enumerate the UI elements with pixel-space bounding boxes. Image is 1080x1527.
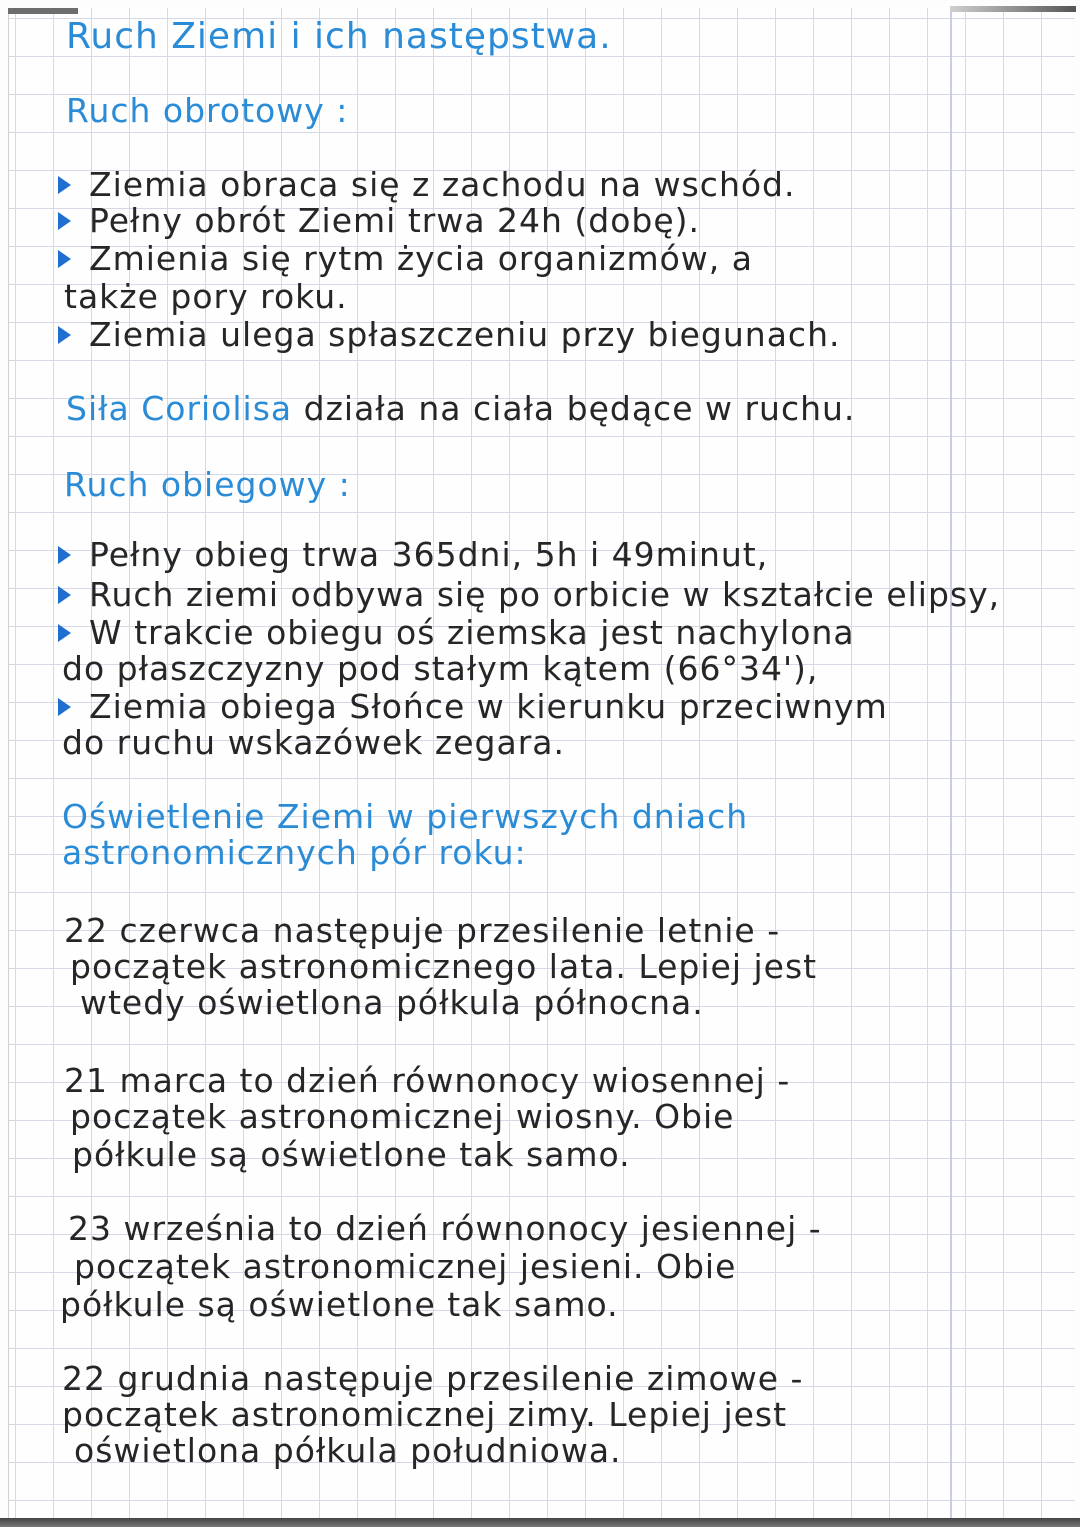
triangle-bullet-icon	[58, 546, 71, 564]
page-edge-shadow	[8, 8, 78, 14]
paragraph-line: 21 marca to dzień równonocy wiosennej -	[64, 1061, 791, 1100]
list-item: Ziemia obiega Słońce w kierunku przeciwnym	[58, 688, 888, 726]
list-item-continuation: do ruchu wskazówek zegara.	[62, 723, 565, 762]
paragraph-line: oświetlona półkula południowa.	[74, 1431, 622, 1470]
page-edge-shadow	[950, 6, 1076, 12]
triangle-bullet-icon	[58, 176, 71, 194]
coriolis-term: Siła Coriolisa	[66, 389, 293, 428]
list-item: Pełny obieg trwa 365dni, 5h i 49minut,	[58, 536, 768, 574]
margin-line	[950, 8, 952, 1518]
list-item: Ziemia ulega spłaszczeniu przy biegunach.	[58, 316, 840, 354]
list-item-continuation: do płaszczyzny pod stałym kątem (66°34'),	[62, 649, 819, 688]
paragraph-line: 23 września to dzień równonocy jesiennej -	[68, 1209, 822, 1248]
triangle-bullet-icon	[58, 586, 71, 604]
list-item-continuation: także pory roku.	[64, 277, 348, 316]
triangle-bullet-icon	[58, 212, 71, 230]
paragraph-line: początek astronomicznej zimy. Lepiej jest	[62, 1395, 788, 1434]
section-heading-illumination-2: astronomicznych pór roku:	[62, 833, 527, 872]
list-item: Ruch ziemi odbywa się po orbicie w kształcie elipsy,	[58, 576, 1000, 614]
paragraph-line: 22 grudnia następuje przesilenie zimowe -	[62, 1359, 804, 1398]
list-item: Ziemia obraca się z zachodu na wschód.	[58, 166, 796, 204]
triangle-bullet-icon	[58, 624, 71, 642]
paragraph-line: półkule są oświetlone tak samo.	[72, 1135, 631, 1174]
paragraph-line: początek astronomicznej wiosny. Obie	[70, 1097, 735, 1136]
coriolis-sentence: Siła Coriolisa działa na ciała będące w ruchu.	[66, 389, 856, 428]
triangle-bullet-icon	[58, 250, 71, 268]
triangle-bullet-icon	[58, 698, 71, 716]
page-title: Ruch Ziemi i ich następstwa.	[66, 16, 612, 57]
paragraph-line: wtedy oświetlona półkula północna.	[80, 983, 704, 1022]
list-item: W trakcie obiegu oś ziemska jest nachylona	[58, 614, 855, 652]
section-heading-rotation: Ruch obrotowy :	[66, 91, 349, 130]
page-edge-shadow	[0, 1518, 1080, 1527]
paragraph-line: 22 czerwca następuje przesilenie letnie -	[64, 911, 781, 950]
triangle-bullet-icon	[58, 326, 71, 344]
paragraph-line: początek astronomicznego lata. Lepiej jest	[70, 947, 818, 986]
section-heading-revolution: Ruch obiegowy :	[64, 465, 351, 504]
section-heading-illumination: Oświetlenie Ziemi w pierwszych dniach	[62, 797, 749, 836]
list-item: Pełny obrót Ziemi trwa 24h (dobę).	[58, 202, 700, 240]
paragraph-line: początek astronomicznej jesieni. Obie	[74, 1247, 737, 1286]
list-item: Zmienia się rytm życia organizmów, a	[58, 240, 753, 278]
paragraph-line: półkule są oświetlone tak samo.	[60, 1285, 619, 1324]
